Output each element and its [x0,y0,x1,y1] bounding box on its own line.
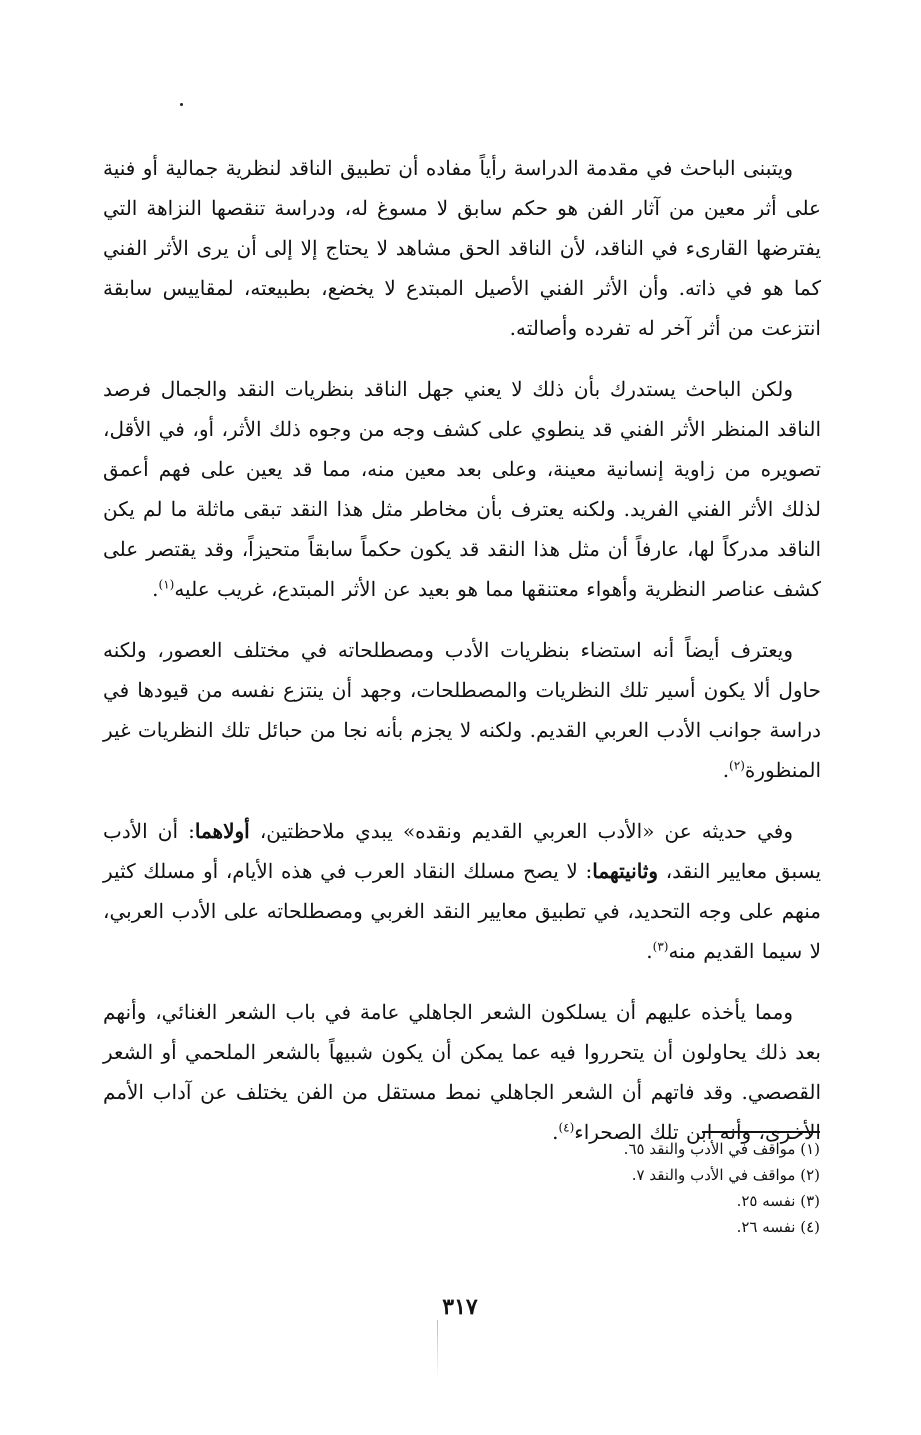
emphasized-term: أولاهما [194,819,250,843]
paragraph-text: ولكن الباحث يستدرك بأن ذلك لا يعني جهل الناقد بنظريات النقد والجمال فرصد الناقد المنظر الأثر الفني قد ينطوي على كشف وجه من وجوه ذلك الأثر، أو، في الأقل، تصويره من زاوية إنسانية معينة، وعلى بعد معين منه، مما قد يعين على فهم أعمق لذلك الأثر الفني الفريد. ولكنه يعترف بأن مخاطر مثل هذا النقد تبقى ماثلة ما لم يكن الناقد مدركاً لها، عارفاً أن مثل هذا النقد قد يكون حكماً سابقاً متحيزاً، وقد يقتصر على كشف عناصر النظرية وأهواء معتنقها مما هو بعيد عن الأثر المبتدع، غريب عليه [103,377,821,601]
paragraph-text: ويتبنى الباحث في مقدمة الدراسة رأياً مفاده أن تطبيق الناقد لنظرية جمالية أو فنية على أثر معين من آثار الفن هو حكم سابق لا مسوغ له، ودراسة تنقصها النزاهة التي يفترضها القارىء في الناقد، لأن الناقد الحق مشاهد لا يحتاج إلا إلى أن يرى الأثر الفني كما هو في ذاته. وأن الأثر الفني الأصيل المبتدع لا يخضع، بطبيعته، لمقاييس سابقة انتزعت من أثر آخر له تفرده وأصالته. [103,156,821,340]
footnote-separator [702,1131,820,1133]
page-number: ٣١٧ [442,1294,478,1320]
paragraph [103,630,821,790]
paragraph [103,369,821,609]
footnote-reference: (٢) [729,758,745,773]
footnote: (٢) مواقف في الأدب والنقد ٧. [631,1166,820,1184]
paragraph [103,148,821,348]
emphasized-term: وثانيتهما [592,859,659,883]
footnote-reference: (١) [158,577,175,592]
scan-dot [180,103,183,106]
paragraph-text: وفي حديثه عن «الأدب العربي القديم ونقده» يبدي ملاحظتين، [249,819,793,843]
paragraph-text: : لا يصح مسلك النقاد العرب في هذه الأيام، أو مسلك كثير منهم على وجه التحديد، في تطبيق معايير النقد الغربي ومصطلحاته على الأدب العربي، لا سيما القديم منه [103,859,821,963]
footnote-reference: (٤) [558,1120,575,1135]
footnote-reference: (٣) [652,939,669,954]
paragraph-text: . [552,1120,559,1144]
footnote: (١) مواقف في الأدب والنقد ٦٥. [623,1140,820,1158]
paragraph-text: . [646,939,653,963]
paragraph-text: . [152,577,159,601]
paragraph-text: ومما يأخذه عليهم أن يسلكون الشعر الجاهلي عامة في باب الشعر الغنائي، وأنهم بعد ذلك يحاولون أن يتحرروا فيه عما يمكن أن يكون شبيهاً بالشعر الملحمي أو الشعر القصصي. وقد فاتهم أن الشعر الجاهلي نمط مستقل من الفن يختلف عن آداب الأمم الأخرى، وأنه ابن تلك الصحراء [103,1000,821,1144]
scan-mark [437,1320,438,1380]
paragraph-text: : أن الأدب يسبق معايير النقد، [103,819,822,883]
footnote: (٣) نفسه ٢٥. [736,1192,820,1210]
paragraph-text: . [722,758,730,782]
body-text [103,148,821,1173]
paragraph-text: ويعترف أيضاً أنه استضاء بنظريات الأدب ومصطلحاته في مختلف العصور، ولكنه حاول ألا يكون أسير تلك النظريات والمصطلحات، وجهد أن ينتزع نفسه من قيودها في دراسة جوانب الأدب العربي القديم. ولكنه لا يجزم بأنه نجا من حبائل تلك النظريات غير المنظورة [103,638,822,782]
footnote: (٤) نفسه ٢٦. [736,1218,820,1236]
footnotes [500,1136,820,1240]
paragraph [103,992,821,1152]
paragraph [103,811,821,971]
